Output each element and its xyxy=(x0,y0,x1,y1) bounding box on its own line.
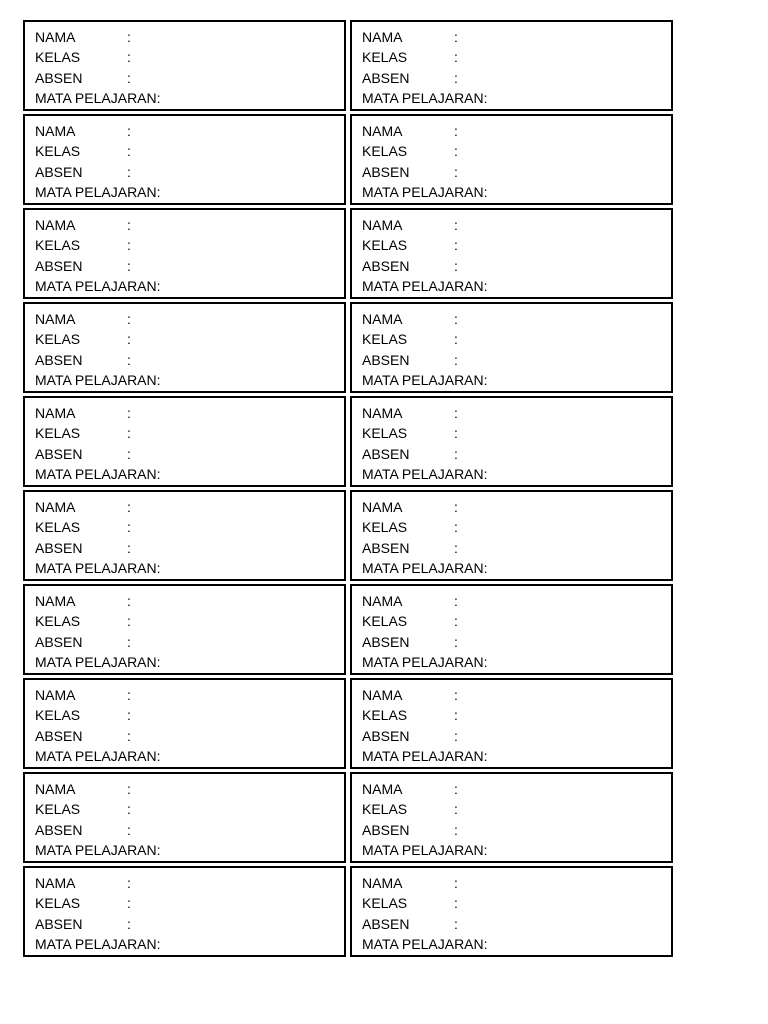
field-label-kelas: KELAS xyxy=(35,895,81,912)
field-line-mata-pelajaran xyxy=(362,182,671,202)
field-colon: : xyxy=(483,936,488,953)
field-colon: : xyxy=(454,707,458,724)
field-label-kelas: KELAS xyxy=(362,707,408,724)
field-colon: : xyxy=(483,748,488,765)
field-colon: : xyxy=(127,519,131,536)
field-line-absen xyxy=(362,820,671,840)
field-line-mata-pelajaran xyxy=(362,934,671,954)
field-label-nama: NAMA xyxy=(35,499,76,515)
field-label-nama: NAMA xyxy=(362,405,403,421)
field-label-absen: ABSEN xyxy=(35,915,83,932)
name-label-card xyxy=(23,584,346,675)
field-line-kelas xyxy=(35,235,344,255)
field-line-absen xyxy=(362,632,671,652)
field-label-absen: ABSEN xyxy=(362,69,410,86)
name-label-card xyxy=(350,490,673,581)
field-colon: : xyxy=(127,311,131,327)
field-colon: : xyxy=(156,466,161,483)
label-row xyxy=(23,678,673,769)
field-line-absen xyxy=(35,538,344,558)
field-label-mata-pelajaran: MATA PELAJARAN xyxy=(35,184,157,201)
field-colon: : xyxy=(454,405,458,421)
field-colon: : xyxy=(156,278,161,295)
field-line-kelas xyxy=(362,423,671,443)
field-colon: : xyxy=(454,351,458,368)
field-line-absen xyxy=(35,350,344,370)
field-label-mata-pelajaran: MATA PELAJARAN xyxy=(35,748,157,765)
field-line-absen xyxy=(362,256,671,276)
field-colon: : xyxy=(127,539,131,556)
field-line-kelas xyxy=(362,611,671,631)
field-colon: : xyxy=(127,123,131,139)
field-label-nama: NAMA xyxy=(362,123,403,139)
field-label-absen: ABSEN xyxy=(35,257,83,274)
field-label-mata-pelajaran: MATA PELAJARAN xyxy=(362,842,484,859)
field-label-kelas: KELAS xyxy=(35,49,81,66)
field-line-kelas xyxy=(362,893,671,913)
field-label-nama: NAMA xyxy=(35,687,76,703)
field-colon: : xyxy=(127,49,131,66)
field-line-mata-pelajaran xyxy=(35,746,344,766)
field-label-kelas: KELAS xyxy=(362,237,408,254)
field-line-absen xyxy=(35,914,344,934)
field-colon: : xyxy=(454,257,458,274)
field-line-nama xyxy=(35,121,344,141)
field-colon: : xyxy=(127,217,131,233)
field-line-nama xyxy=(35,591,344,611)
field-label-mata-pelajaran: MATA PELAJARAN xyxy=(362,372,484,389)
field-line-mata-pelajaran xyxy=(35,840,344,860)
field-label-kelas: KELAS xyxy=(362,519,408,536)
field-line-nama xyxy=(362,685,671,705)
field-label-absen: ABSEN xyxy=(35,727,83,744)
field-colon: : xyxy=(483,184,488,201)
field-line-kelas xyxy=(362,235,671,255)
field-label-mata-pelajaran: MATA PELAJARAN xyxy=(35,90,157,107)
field-label-absen: ABSEN xyxy=(35,445,83,462)
field-colon: : xyxy=(454,237,458,254)
field-colon: : xyxy=(454,311,458,327)
name-label-card xyxy=(350,772,673,863)
field-line-kelas xyxy=(35,893,344,913)
field-line-kelas xyxy=(362,705,671,725)
field-colon: : xyxy=(454,163,458,180)
field-colon: : xyxy=(483,90,488,107)
field-line-nama xyxy=(362,497,671,517)
field-line-nama xyxy=(35,497,344,517)
field-label-nama: NAMA xyxy=(35,405,76,421)
field-line-kelas xyxy=(35,329,344,349)
name-label-card xyxy=(350,678,673,769)
field-label-mata-pelajaran: MATA PELAJARAN xyxy=(362,560,484,577)
field-label-nama: NAMA xyxy=(35,781,76,797)
field-line-nama xyxy=(362,779,671,799)
field-line-mata-pelajaran xyxy=(35,88,344,108)
field-colon: : xyxy=(454,613,458,630)
label-sheet xyxy=(23,20,673,960)
field-line-nama xyxy=(35,873,344,893)
label-row xyxy=(23,584,673,675)
field-line-nama xyxy=(362,309,671,329)
field-label-mata-pelajaran: MATA PELAJARAN xyxy=(362,466,484,483)
field-label-mata-pelajaran: MATA PELAJARAN xyxy=(35,654,157,671)
field-colon: : xyxy=(156,936,161,953)
field-line-absen xyxy=(362,68,671,88)
field-label-nama: NAMA xyxy=(362,593,403,609)
field-line-kelas xyxy=(362,329,671,349)
name-label-card xyxy=(23,490,346,581)
field-line-mata-pelajaran xyxy=(35,276,344,296)
field-line-nama xyxy=(362,215,671,235)
field-label-absen: ABSEN xyxy=(35,633,83,650)
field-label-kelas: KELAS xyxy=(362,143,408,160)
field-colon: : xyxy=(454,727,458,744)
field-colon: : xyxy=(454,781,458,797)
field-colon: : xyxy=(127,707,131,724)
name-label-card xyxy=(350,302,673,393)
field-line-absen xyxy=(35,632,344,652)
label-row xyxy=(23,772,673,863)
field-colon: : xyxy=(127,633,131,650)
field-colon: : xyxy=(454,593,458,609)
field-label-kelas: KELAS xyxy=(35,143,81,160)
name-label-card xyxy=(23,866,346,957)
field-colon: : xyxy=(454,895,458,912)
label-row xyxy=(23,114,673,205)
field-label-absen: ABSEN xyxy=(362,633,410,650)
field-colon: : xyxy=(127,895,131,912)
field-colon: : xyxy=(127,143,131,160)
field-colon: : xyxy=(156,90,161,107)
name-label-card xyxy=(23,302,346,393)
field-line-kelas xyxy=(35,423,344,443)
field-label-kelas: KELAS xyxy=(35,237,81,254)
field-colon: : xyxy=(454,519,458,536)
field-line-absen xyxy=(362,914,671,934)
field-colon: : xyxy=(483,466,488,483)
field-colon: : xyxy=(454,445,458,462)
name-label-card xyxy=(350,866,673,957)
field-line-mata-pelajaran xyxy=(35,464,344,484)
field-line-nama xyxy=(35,215,344,235)
field-colon: : xyxy=(127,727,131,744)
field-colon: : xyxy=(156,560,161,577)
field-line-mata-pelajaran xyxy=(35,370,344,390)
field-label-nama: NAMA xyxy=(362,217,403,233)
field-label-kelas: KELAS xyxy=(35,425,81,442)
field-colon: : xyxy=(127,499,131,515)
field-line-absen xyxy=(362,162,671,182)
field-label-kelas: KELAS xyxy=(35,519,81,536)
field-line-absen xyxy=(35,162,344,182)
field-label-kelas: KELAS xyxy=(35,707,81,724)
field-label-kelas: KELAS xyxy=(35,331,81,348)
name-label-card xyxy=(23,208,346,299)
field-label-absen: ABSEN xyxy=(362,257,410,274)
field-label-absen: ABSEN xyxy=(362,445,410,462)
label-row xyxy=(23,20,673,111)
field-colon: : xyxy=(454,49,458,66)
field-label-kelas: KELAS xyxy=(35,613,81,630)
name-label-card xyxy=(23,114,346,205)
field-colon: : xyxy=(127,687,131,703)
field-colon: : xyxy=(454,331,458,348)
field-colon: : xyxy=(127,331,131,348)
field-line-nama xyxy=(35,27,344,47)
field-colon: : xyxy=(483,372,488,389)
field-colon: : xyxy=(127,781,131,797)
field-label-kelas: KELAS xyxy=(362,331,408,348)
field-label-nama: NAMA xyxy=(35,593,76,609)
field-line-nama xyxy=(362,403,671,423)
field-line-absen xyxy=(362,444,671,464)
field-line-mata-pelajaran xyxy=(362,276,671,296)
field-colon: : xyxy=(454,425,458,442)
field-colon: : xyxy=(454,123,458,139)
field-label-nama: NAMA xyxy=(362,781,403,797)
field-line-absen xyxy=(362,538,671,558)
field-line-kelas xyxy=(362,799,671,819)
field-colon: : xyxy=(127,237,131,254)
name-label-card xyxy=(23,772,346,863)
field-colon: : xyxy=(454,633,458,650)
field-colon: : xyxy=(483,654,488,671)
name-label-card xyxy=(350,20,673,111)
field-line-kelas xyxy=(35,611,344,631)
name-label-card xyxy=(350,584,673,675)
field-colon: : xyxy=(454,217,458,233)
field-label-mata-pelajaran: MATA PELAJARAN xyxy=(35,936,157,953)
field-line-mata-pelajaran xyxy=(362,746,671,766)
field-label-nama: NAMA xyxy=(362,875,403,891)
field-label-absen: ABSEN xyxy=(35,351,83,368)
field-colon: : xyxy=(156,842,161,859)
field-line-kelas xyxy=(35,799,344,819)
field-line-absen xyxy=(362,726,671,746)
field-colon: : xyxy=(483,560,488,577)
field-label-nama: NAMA xyxy=(35,875,76,891)
field-colon: : xyxy=(454,29,458,45)
field-line-absen xyxy=(35,820,344,840)
field-line-nama xyxy=(35,779,344,799)
field-line-absen xyxy=(35,68,344,88)
field-line-mata-pelajaran xyxy=(362,464,671,484)
field-line-mata-pelajaran xyxy=(35,652,344,672)
field-colon: : xyxy=(127,425,131,442)
field-colon: : xyxy=(156,748,161,765)
name-label-card xyxy=(23,678,346,769)
field-line-nama xyxy=(362,873,671,893)
field-line-kelas xyxy=(362,141,671,161)
field-colon: : xyxy=(483,278,488,295)
field-colon: : xyxy=(127,821,131,838)
field-label-mata-pelajaran: MATA PELAJARAN xyxy=(35,278,157,295)
field-label-nama: NAMA xyxy=(35,123,76,139)
field-label-kelas: KELAS xyxy=(362,801,408,818)
field-line-absen xyxy=(362,350,671,370)
field-label-absen: ABSEN xyxy=(35,163,83,180)
field-line-kelas xyxy=(362,517,671,537)
field-line-nama xyxy=(35,685,344,705)
field-colon: : xyxy=(156,372,161,389)
field-label-kelas: KELAS xyxy=(362,895,408,912)
field-colon: : xyxy=(454,821,458,838)
field-line-nama xyxy=(35,403,344,423)
field-line-absen xyxy=(35,256,344,276)
field-label-nama: NAMA xyxy=(35,311,76,327)
name-label-card xyxy=(23,20,346,111)
name-label-card xyxy=(350,396,673,487)
field-label-kelas: KELAS xyxy=(362,49,408,66)
field-label-absen: ABSEN xyxy=(362,821,410,838)
field-label-kelas: KELAS xyxy=(362,613,408,630)
field-line-mata-pelajaran xyxy=(35,934,344,954)
name-label-card xyxy=(23,396,346,487)
field-colon: : xyxy=(454,143,458,160)
field-label-nama: NAMA xyxy=(362,311,403,327)
field-colon: : xyxy=(483,842,488,859)
field-line-kelas xyxy=(35,47,344,67)
field-line-mata-pelajaran xyxy=(362,840,671,860)
field-colon: : xyxy=(454,499,458,515)
field-line-nama xyxy=(362,591,671,611)
field-label-absen: ABSEN xyxy=(362,915,410,932)
field-line-nama xyxy=(35,309,344,329)
field-colon: : xyxy=(454,687,458,703)
field-colon: : xyxy=(127,351,131,368)
field-line-mata-pelajaran xyxy=(362,370,671,390)
label-row xyxy=(23,208,673,299)
field-label-absen: ABSEN xyxy=(35,539,83,556)
label-row xyxy=(23,396,673,487)
field-label-mata-pelajaran: MATA PELAJARAN xyxy=(362,184,484,201)
field-line-kelas xyxy=(362,47,671,67)
field-label-mata-pelajaran: MATA PELAJARAN xyxy=(362,278,484,295)
field-colon: : xyxy=(127,163,131,180)
field-label-mata-pelajaran: MATA PELAJARAN xyxy=(362,936,484,953)
name-label-card xyxy=(350,208,673,299)
field-colon: : xyxy=(127,613,131,630)
field-label-mata-pelajaran: MATA PELAJARAN xyxy=(362,90,484,107)
label-row xyxy=(23,302,673,393)
field-label-absen: ABSEN xyxy=(362,727,410,744)
label-row xyxy=(23,866,673,957)
field-colon: : xyxy=(127,875,131,891)
field-label-mata-pelajaran: MATA PELAJARAN xyxy=(35,842,157,859)
field-colon: : xyxy=(454,801,458,818)
field-colon: : xyxy=(127,257,131,274)
field-colon: : xyxy=(127,29,131,45)
field-label-absen: ABSEN xyxy=(362,351,410,368)
field-colon: : xyxy=(156,184,161,201)
field-label-nama: NAMA xyxy=(35,217,76,233)
label-row xyxy=(23,490,673,581)
field-label-absen: ABSEN xyxy=(362,539,410,556)
field-colon: : xyxy=(127,69,131,86)
field-label-absen: ABSEN xyxy=(35,821,83,838)
field-label-mata-pelajaran: MATA PELAJARAN xyxy=(362,748,484,765)
field-line-mata-pelajaran xyxy=(35,182,344,202)
field-label-absen: ABSEN xyxy=(35,69,83,86)
field-line-kelas xyxy=(35,141,344,161)
field-line-mata-pelajaran xyxy=(362,88,671,108)
field-label-mata-pelajaran: MATA PELAJARAN xyxy=(362,654,484,671)
field-label-nama: NAMA xyxy=(362,499,403,515)
field-colon: : xyxy=(454,915,458,932)
field-colon: : xyxy=(127,445,131,462)
field-label-kelas: KELAS xyxy=(362,425,408,442)
field-line-kelas xyxy=(35,705,344,725)
field-colon: : xyxy=(454,539,458,556)
field-label-absen: ABSEN xyxy=(362,163,410,180)
field-colon: : xyxy=(454,875,458,891)
field-colon: : xyxy=(454,69,458,86)
field-line-nama xyxy=(362,27,671,47)
field-label-kelas: KELAS xyxy=(35,801,81,818)
field-line-mata-pelajaran xyxy=(35,558,344,578)
field-line-mata-pelajaran xyxy=(362,652,671,672)
name-label-card xyxy=(350,114,673,205)
field-line-absen xyxy=(35,444,344,464)
field-colon: : xyxy=(127,593,131,609)
field-colon: : xyxy=(127,801,131,818)
field-colon: : xyxy=(127,405,131,421)
field-line-kelas xyxy=(35,517,344,537)
field-label-nama: NAMA xyxy=(35,29,76,45)
field-label-mata-pelajaran: MATA PELAJARAN xyxy=(35,560,157,577)
field-label-mata-pelajaran: MATA PELAJARAN xyxy=(35,466,157,483)
field-label-nama: NAMA xyxy=(362,687,403,703)
field-line-mata-pelajaran xyxy=(362,558,671,578)
field-line-absen xyxy=(35,726,344,746)
field-colon: : xyxy=(156,654,161,671)
field-colon: : xyxy=(127,915,131,932)
field-label-mata-pelajaran: MATA PELAJARAN xyxy=(35,372,157,389)
field-line-nama xyxy=(362,121,671,141)
field-label-nama: NAMA xyxy=(362,29,403,45)
